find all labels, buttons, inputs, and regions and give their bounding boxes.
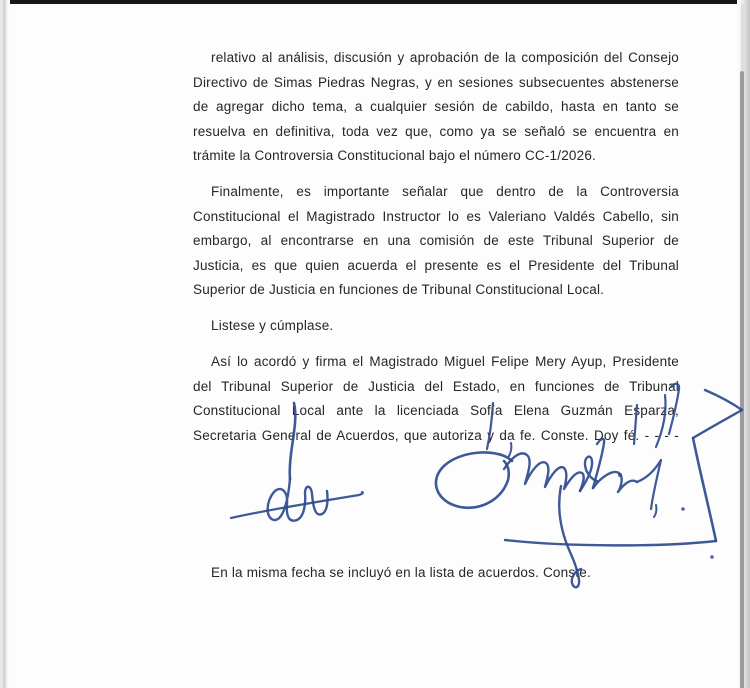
text-line: Secretaria General de Acuerdos, que autoriza y da fe. Conste. Doy fé. - - - - <box>193 427 679 443</box>
paragraph-lista-de-acuerdos <box>193 561 679 586</box>
document-text <box>193 46 679 586</box>
text-line: Listese y cúmplase. <box>211 318 334 333</box>
text-line: Constitucional el Magistrado Instructor lo es Valeriano Valdés Cabello, sin <box>193 208 679 224</box>
page-left-edge <box>0 0 10 688</box>
text-line: embargo, al encontrarse en una comisión de este Tribunal Superior de <box>193 233 679 248</box>
text-line: Así lo acordó y firma el Magistrado Miguel Felipe Mery Ayup, Presidente <box>211 354 679 369</box>
text-line: resuelva en definitiva, toda vez que, como ya se señaló se encuentra en <box>193 123 679 139</box>
window-top-edge <box>9 0 750 4</box>
text-line: En la misma fecha se incluyó en la lista de acuerdos. Conste. <box>211 565 591 580</box>
text-line: Superior de Justicia en funciones de Tribunal Constitucional Local. <box>193 282 605 297</box>
text-line: Justicia, es que quien acuerda el presente es el Presidente del Tribunal <box>193 257 679 273</box>
text-line: Constitucional Local ante la licenciada Sofía Elena Guzmán Esparza, <box>193 403 679 418</box>
text-line: Directivo de Simas Piedras Negras, y en sesiones subsecuentes abstenerse <box>193 74 679 90</box>
paragraph-listese <box>193 314 679 339</box>
scrollbar-track-upper <box>741 4 744 71</box>
text-line: Finalmente, es importante señalar que dentro de la Controversia <box>211 184 679 199</box>
paragraph-asi-lo-acordo <box>193 350 679 448</box>
text-line: relativo al análisis, discusión y aprobación de la composición del Consejo <box>211 50 679 65</box>
text-line: de agregar dicho tema, a cualquier sesión de cabildo, hasta en tanto se <box>193 99 679 114</box>
scrollbar-track[interactable] <box>737 0 750 688</box>
text-line: del Tribunal Superior de Justicia del Estado, en funciones de Tribunal <box>193 378 679 394</box>
paragraph-finalmente <box>193 180 679 303</box>
paragraph-resolutivo <box>193 46 679 169</box>
scrollbar-thumb[interactable] <box>740 71 744 688</box>
text-line: trámite la Controversia Constitucional bajo el número CC-1/2026. <box>193 148 596 163</box>
